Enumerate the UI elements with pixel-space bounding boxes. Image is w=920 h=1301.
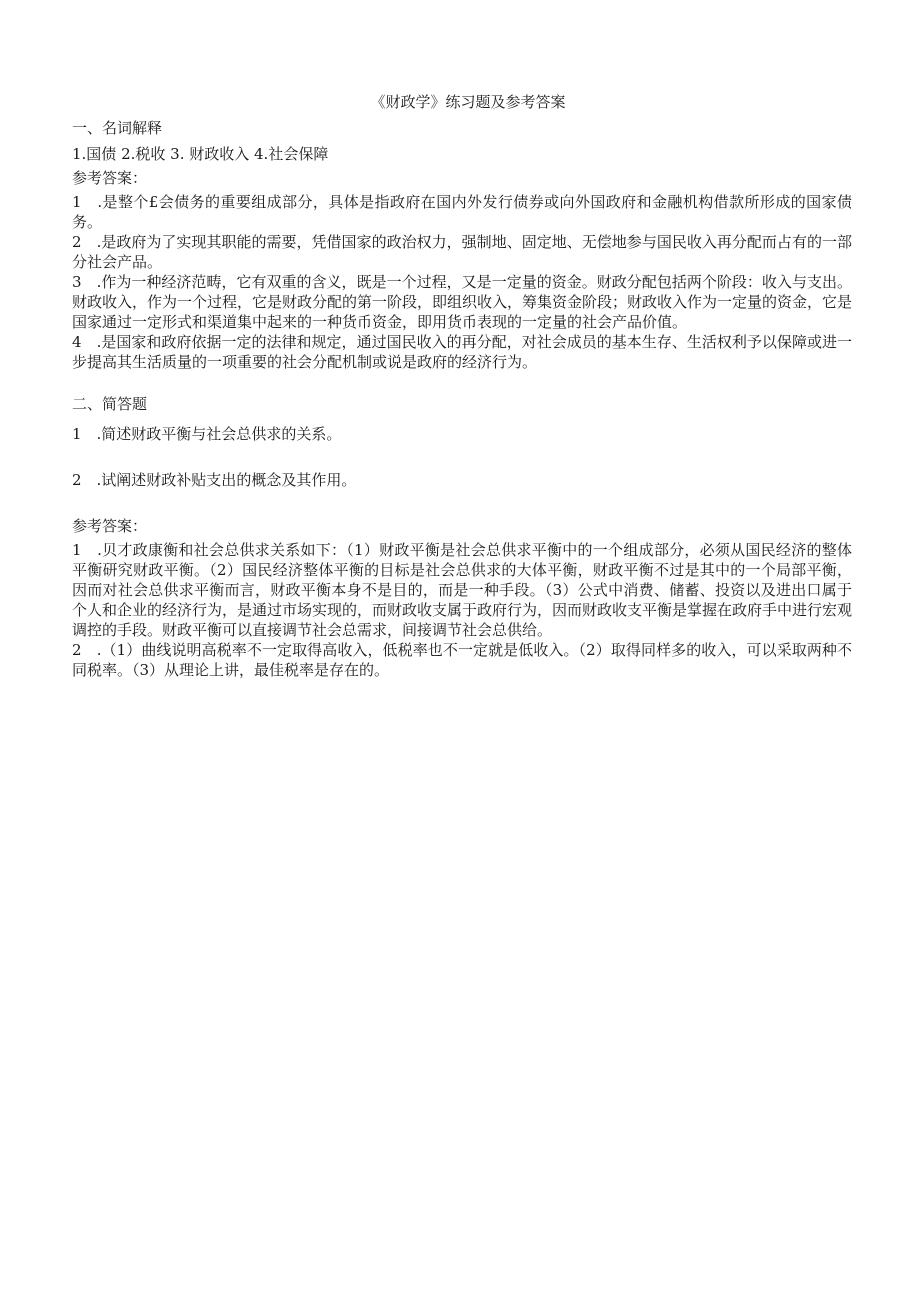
term-answer-3: 3 .作为一种经济范畴，它有双重的含义，既是一个过程，又是一定量的资金。财政分配包括两个阶段：收入与支出。财政收入，作为一个过程，它是财政分配的第一阶段，即组织收入，筹集资金阶段；财政收入作为一定量的资金，它是国家通过一定形式和渠道集中起来的一种货币资金，即用货币表现的一定量的社会产品价值。 [72, 273, 853, 331]
term-answer-4: 4 .是国家和政府依据一定的法律和规定，通过国民收入的再分配，对社会成员的基本生存、生活权利予以保障或进一步提高其生活质量的一项重要的社会分配机制或说是政府的经济行为。 [72, 333, 852, 371]
answer-label-terms: 参考答案： [72, 169, 148, 187]
document-page [72, 92, 852, 680]
term-answer-1: 1 .是整个£会债务的重要组成部分，具体是指政府在国内外发行债券或向外国政府和金融机构借款所形成的国家债务。 [72, 193, 852, 231]
question-answer-1: 1 .贝才政康衡和社会总供求关系如下：（1）财政平衡是社会总供求平衡中的一个组成部分，必须从国民经济的整体平衡研究财政平衡。（2）国民经济整体平衡的目标是社会总供求的大体平衡，财政平衡不过是其中的一个局部平衡，因而对社会总供求平衡而言，财政平衡本身不是目的，而是一种手段。（3）公式中消费、储蓄、投资以及进出口属于个人和企业的经济行为，是通过市场实现的，而财政收支属于政府行为，因而财政收支平衡是掌握在政府手中进行宏观调控的手段。财政平衡可以直接调节社会总需求，间接调节社会总供给。 [72, 541, 853, 639]
question-answer-2: 2 .（1）曲线说明高税率不一定取得高收入，低税率也不一定就是低收入。（2）取得同样多的收入，可以采取两种不同税率。（3）从理论上讲，最佳税率是存在的。 [72, 641, 852, 679]
answer-label-questions: 参考答案： [72, 517, 148, 535]
term-answer-2: 2 .是政府为了实现其职能的需要，凭借国家的政治权力，强制地、固定地、无偿地参与国民收入再分配而占有的一部分社会产品。 [72, 233, 852, 271]
question-2: 2 .试阐述财政补贴支出的概念及其作用。 [72, 471, 357, 489]
section-heading-questions: 二、简答题 [72, 395, 148, 413]
section-heading-terms: 一、名词解释 [72, 119, 163, 137]
terms-list: 1.国债 2.税收 3. 财政收入 4.社会保障 [72, 145, 329, 163]
document-title: 《财政学》练习题及参考答案 [370, 93, 566, 111]
question-1: 1 .简述财政平衡与社会总供求的关系。 [72, 425, 342, 443]
